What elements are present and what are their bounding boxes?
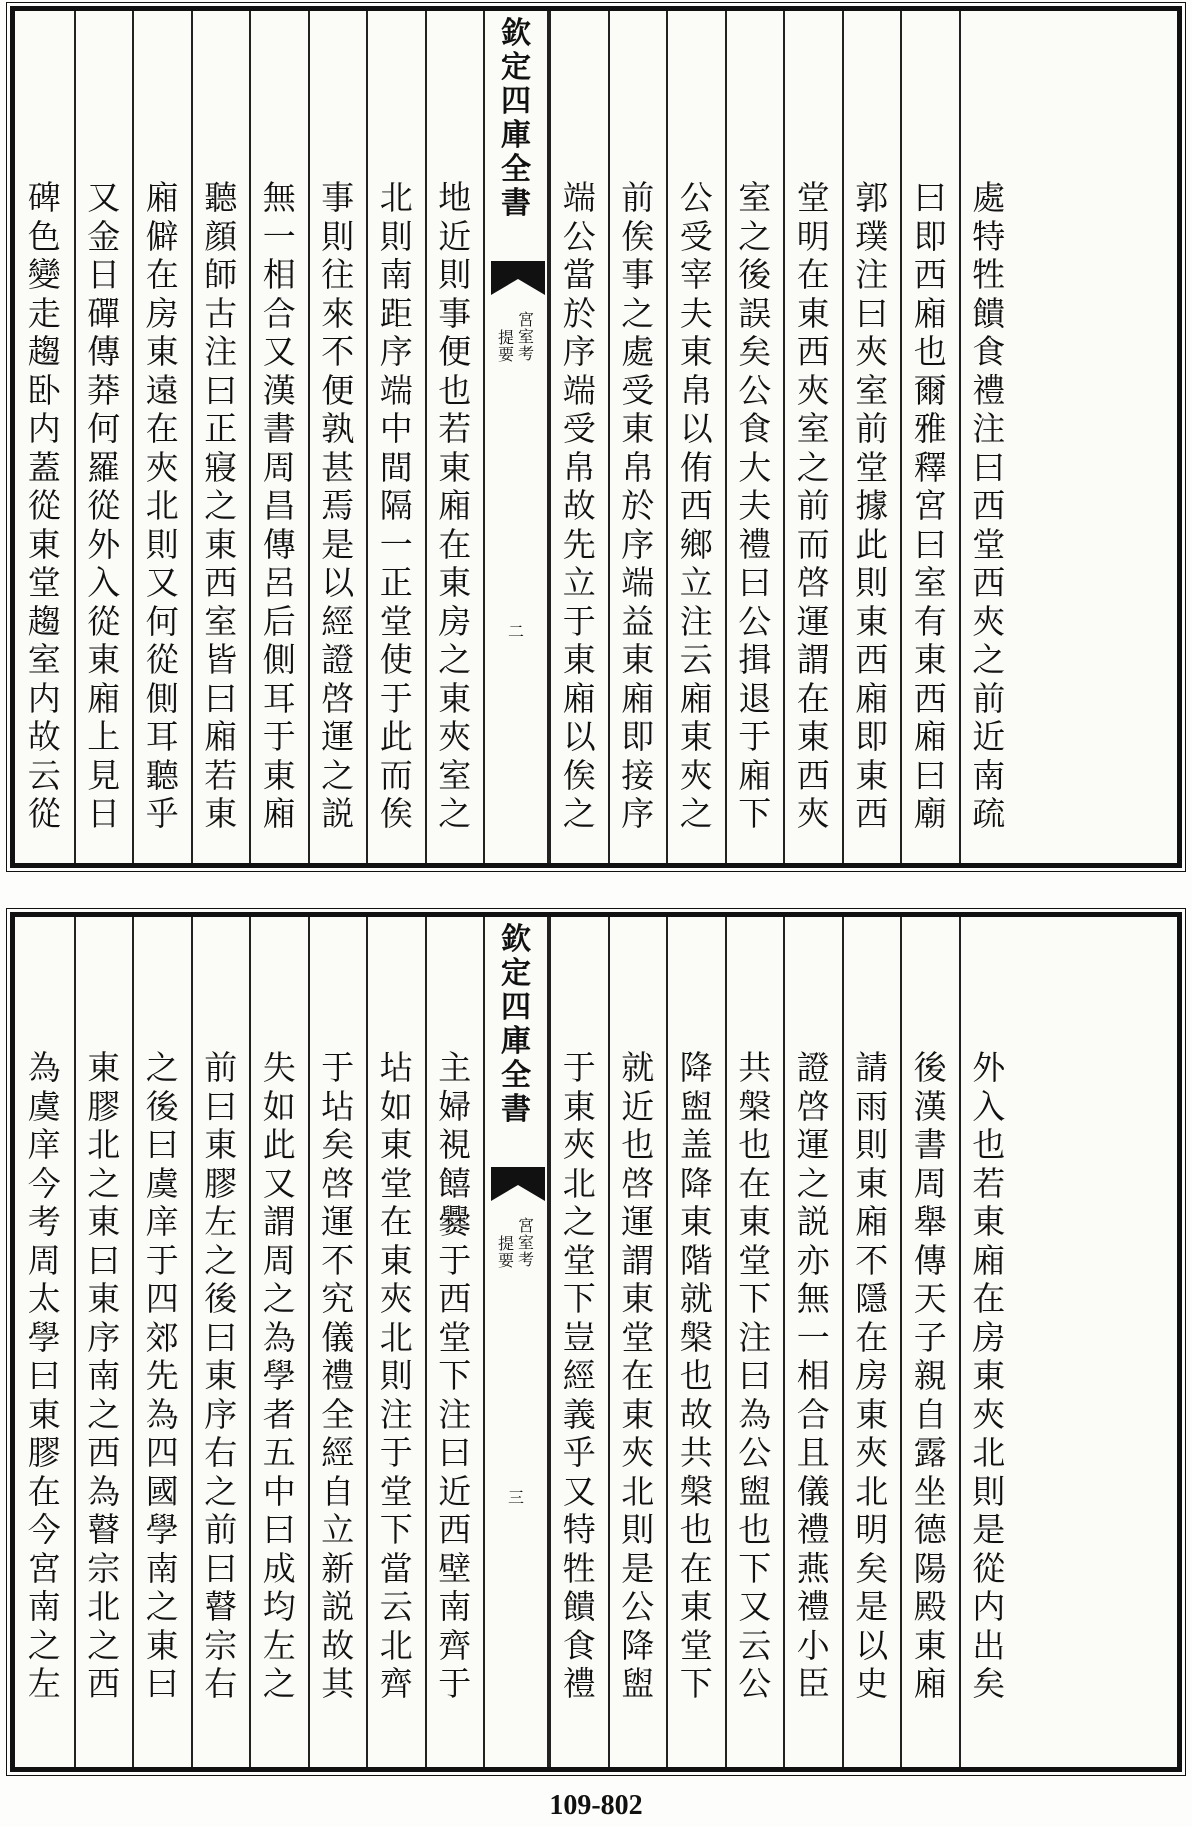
column-text: 主 婦 視 饎 爨 于 西 堂 下 注 曰 近 西 壁 南 齊 于 [438, 1048, 472, 1703]
column-text: 就 近 也 啓 運 謂 東 堂 在 東 夾 北 則 是 公 降 盥 [621, 1048, 655, 1703]
text-column [74, 11, 133, 863]
text-column [842, 11, 901, 863]
column-text: 堂 明 在 東 西 夾 室 之 前 而 啓 運 謂 在 東 西 夾 [796, 178, 830, 833]
column-text: 外 入 也 若 東 廂 在 房 東 夾 北 則 是 從 内 出 矣 [972, 1048, 1006, 1703]
text-column [308, 11, 367, 863]
column-text: 後 漢 書 周 舉 傳 天 子 親 自 露 坐 德 陽 殿 東 廂 [913, 1048, 947, 1703]
book-title: 欽 定 四 庫 全 書 [501, 16, 531, 221]
text-column [725, 917, 784, 1767]
text-column [15, 11, 74, 863]
text-column [191, 11, 250, 863]
column-text: 前 曰 東 膠 左 之 後 曰 東 序 右 之 前 曰 瞽 宗 右 [204, 1048, 238, 1703]
center-fold-column [483, 11, 549, 863]
column-text: 碑 色 變 走 趨 卧 内 蓋 從 東 堂 趨 室 内 故 云 從 [27, 178, 61, 833]
folio-number: 三 [507, 1488, 524, 1507]
text-column [900, 11, 959, 863]
page-number: 109-802 [549, 1790, 643, 1821]
text-column [549, 917, 608, 1767]
column-text: 為 虞 庠 今 考 周 太 學 曰 東 膠 在 今 宮 南 之 左 [27, 1048, 61, 1703]
column-text: 室 之 後 誤 矣 公 食 大 夫 禮 曰 公 揖 退 于 廂 下 [738, 178, 772, 833]
column-text: 公 受 宰 夫 東 帛 以 侑 西 鄉 立 注 云 廂 東 夾 之 [679, 178, 713, 833]
text-column [959, 11, 1018, 863]
column-text: 于 東 夾 北 之 堂 下 豈 經 義 乎 又 特 牲 饋 食 禮 [562, 1048, 596, 1703]
text-column [666, 11, 725, 863]
text-column [900, 917, 959, 1767]
text-column [366, 917, 425, 1767]
column-text: 失 如 此 又 謂 周 之 為 學 者 五 中 曰 成 均 左 之 [262, 1048, 296, 1703]
column-grid [15, 11, 1177, 863]
text-column [425, 917, 484, 1767]
text-column [842, 917, 901, 1767]
text-column [783, 11, 842, 863]
text-column [249, 11, 308, 863]
page-lower [10, 912, 1182, 1772]
column-text: 前 俟 事 之 處 受 東 帛 於 序 端 益 東 廂 即 接 序 [621, 178, 655, 833]
text-column [608, 917, 667, 1767]
column-text: 降 盥 盖 降 東 階 就 槃 也 故 共 槃 也 在 東 堂 下 [679, 1048, 713, 1703]
text-column [725, 11, 784, 863]
column-text: 地 近 則 事 便 也 若 東 廂 在 東 房 之 東 夾 室 之 [438, 178, 472, 833]
column-text: 事 則 往 來 不 便 孰 甚 焉 是 以 經 證 啓 運 之 説 [321, 178, 355, 833]
column-text: 端 公 當 於 序 端 受 帛 故 先 立 于 東 廂 以 俟 之 [562, 178, 596, 833]
text-column [783, 917, 842, 1767]
folio-number: 二 [507, 622, 524, 641]
column-text: 北 則 南 距 序 端 中 間 隔 一 正 堂 使 于 此 而 俟 [379, 178, 413, 833]
column-text: 廂 僻 在 房 東 遠 在 夾 北 則 又 何 從 側 耳 聽 乎 [145, 178, 179, 833]
text-column [366, 11, 425, 863]
text-column [74, 917, 133, 1767]
column-text: 又 金 日 磾 傳 莽 何 羅 從 外 入 從 東 廂 上 見 日 [87, 178, 121, 833]
column-text: 聽 顔 師 古 注 曰 正 寢 之 東 西 室 皆 曰 廂 若 東 [204, 178, 238, 833]
column-text: 證 啓 運 之 説 亦 無 一 相 合 且 儀 禮 燕 禮 小 臣 [796, 1048, 830, 1703]
page-upper [10, 6, 1182, 868]
fishtail-mark-icon [491, 261, 545, 295]
text-column [425, 11, 484, 863]
book-title: 欽 定 四 庫 全 書 [501, 922, 531, 1127]
column-grid [15, 917, 1177, 1767]
text-column [608, 11, 667, 863]
section-label: 宮 室 考 提 要 [497, 1216, 535, 1270]
column-text: 無 一 相 合 又 漢 書 周 昌 傳 呂 后 側 耳 于 東 廂 [262, 178, 296, 833]
column-text: 曰 即 西 廂 也 爾 雅 釋 宮 曰 室 有 東 西 廂 曰 廟 [913, 178, 947, 833]
column-text: 處 特 牲 饋 食 禮 注 曰 西 堂 西 夾 之 前 近 南 疏 [972, 178, 1006, 833]
text-column [191, 917, 250, 1767]
text-column [132, 11, 191, 863]
text-column [249, 917, 308, 1767]
text-column [959, 917, 1018, 1767]
column-text: 于 坫 矣 啓 運 不 究 儀 禮 全 經 自 立 新 説 故 其 [321, 1048, 355, 1703]
text-column [308, 917, 367, 1767]
column-text: 郭 璞 注 曰 夾 室 前 堂 據 此 則 東 西 廂 即 東 西 [855, 178, 889, 833]
text-column [15, 917, 74, 1767]
text-column [666, 917, 725, 1767]
column-text: 坫 如 東 堂 在 東 夾 北 則 注 于 堂 下 當 云 北 齊 [379, 1048, 413, 1703]
text-column [132, 917, 191, 1767]
section-label: 宮 室 考 提 要 [497, 310, 535, 364]
column-text: 東 膠 北 之 東 曰 東 序 南 之 西 為 瞽 宗 北 之 西 [87, 1048, 121, 1703]
fishtail-mark-icon [491, 1167, 545, 1201]
text-column [549, 11, 608, 863]
column-text: 之 後 曰 虞 庠 于 四 郊 先 為 四 國 學 南 之 東 曰 [145, 1048, 179, 1703]
center-fold-column [483, 917, 549, 1767]
column-text: 請 雨 則 東 廂 不 隱 在 房 東 夾 北 明 矣 是 以 史 [855, 1048, 889, 1703]
column-text: 共 槃 也 在 東 堂 下 注 曰 為 公 盥 也 下 又 云 公 [738, 1048, 772, 1703]
